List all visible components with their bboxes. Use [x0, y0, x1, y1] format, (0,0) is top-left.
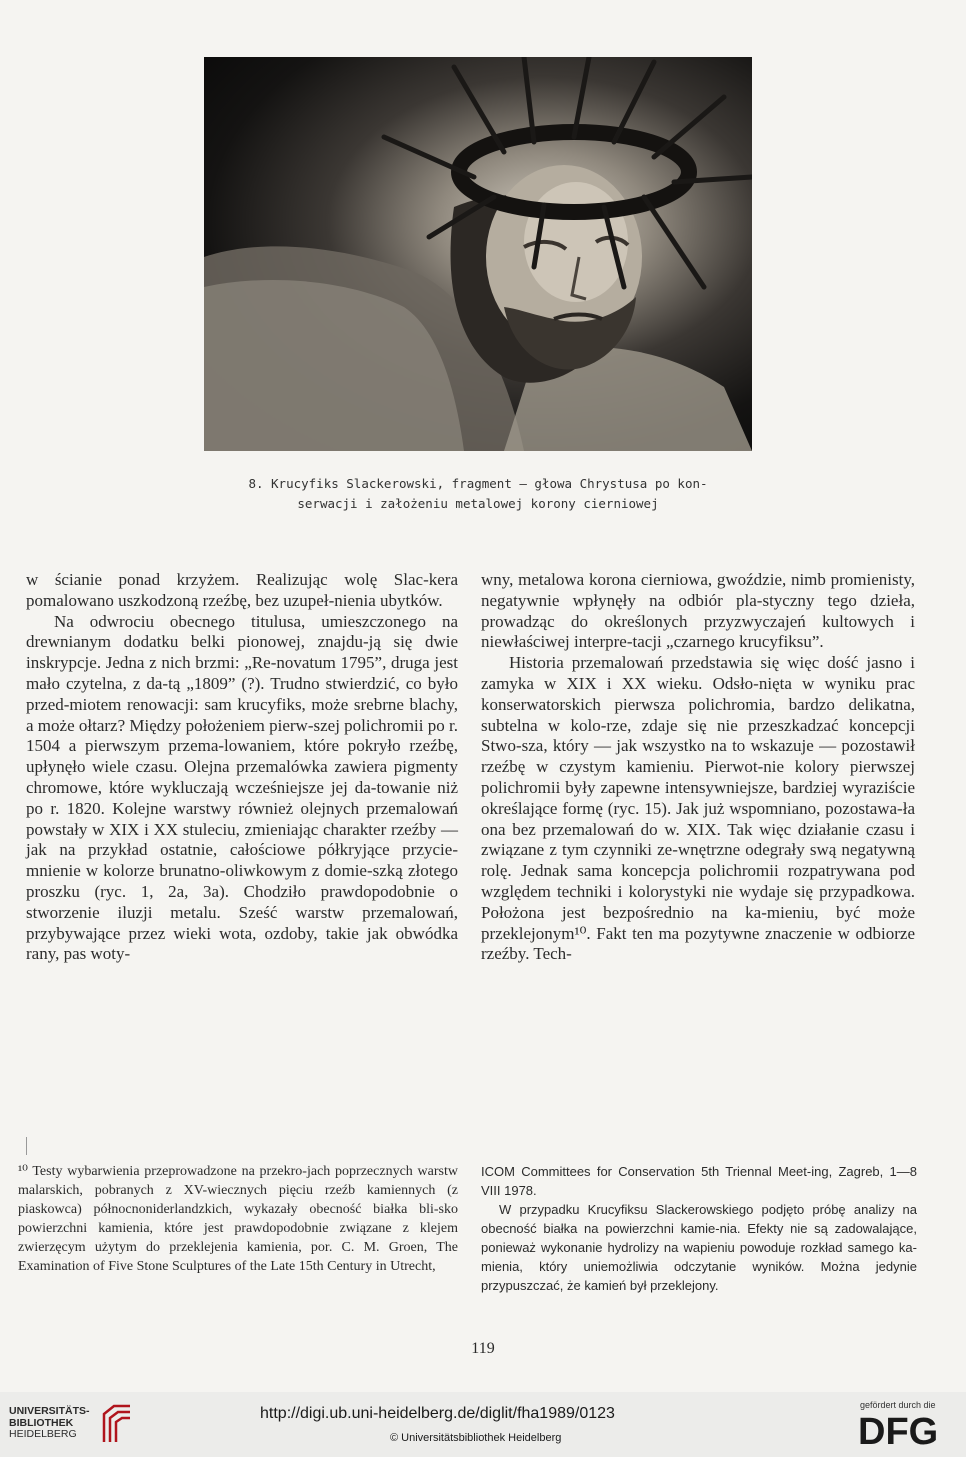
dfg-logo-text: DFG: [858, 1411, 939, 1450]
crucifix-head-illustration: [204, 57, 752, 451]
figure-caption: [204, 474, 752, 514]
paragraph: Historia przemalowań przedstawia się więc dość jasno i zamyka w XIX i XX wieku. Odsło-nięta w wyniku prac konserwatorskich pierwsza polichromia, bardzo delikatna, subtelna w kolo-rze, zdaje się nie przeszkadzać koncepcji Stwo-sza, który — jak wszystko na to wskazuje — pozostawił rzeźbę w czystym kamieniu. Pierwot-nie kolory pierwszej polichromii były zapewne intensywniejsze, bardziej wyraziście określające formę (ryc. 15). Jak już wspomniano, pozostawa-ła ona bez przemalowań do w. XIX. Tak więc działanie czasu i związane z tym czynniki ze-wnętrzne odegrały swą negatywną rolę. Jednak sama koncepcja polichromii rozpatrywana pod względem techniki i kolorystyki nie wydaje się przypadkowa. Położona jest bezpośrednio na ka-mieniu, być może przeklejonym¹⁰. Fakt ten ma pozytywne znaczenie w odbiorze rzeźby. Tech-: [481, 653, 915, 964]
library-name-line: HEIDELBERG: [9, 1428, 77, 1440]
page-number: 119: [471, 1340, 495, 1357]
footnote-right: [481, 1162, 917, 1295]
funding-note: gefördert durch die: [860, 1400, 936, 1410]
footnote-text: W przypadku Krucyfiksu Slackerowskiego podjęto próbę analizy na obecność białka na powierzchni kamie-nia. Efekty nie są zadowalające, ponieważ wykonanie hydrolizy na wapieniu powoduje rozkład samego ka-mienia, który uniemożliwia odczytanie wyników. Można jedynie przypuszczać, że kamień był przeklejony.: [481, 1202, 917, 1293]
footnote-text: ICOM Committees for Conservation 5th Triennal Meet-ing, Zagreb, 1—8 VIII 1978.: [481, 1164, 917, 1198]
ub-heidelberg-logo-icon: [100, 1404, 134, 1444]
caption-line: serwacji i założeniu metalowej korony cierniowej: [297, 496, 659, 511]
library-name-line: UNIVERSITÄTS-: [9, 1405, 90, 1417]
paragraph: Na odwrociu obecnego titulusa, umieszczonego na drewnianym dodatku belki pionowej, znajdu-ją się dwie inskrypcje. Jedna z nich brzmi: „Re-novatum 1795”, druga jest mało czytelna, z da-tą „1809” (?). Trudno stwierdzić, co było przed-miotem renowacji: sam krucyfiks, może srebrne blachy, a może ołtarz? Między położeniem pierw-szej polichromii po r. 1504 a pierwszym przema-lowaniem, które pokryło rzeźbę, upłynęło wiele czasu. Olejna przemalówka zawiera pigmenty chromowe, które wykluczają wcześniejsze jej da-towanie niż po r. 1820. Kolejne warstwy również olejnych przemalowań powstały w XIX i XX stuleciu, zmieniając charakter rzeźby — jak na przykład ostatnie, całościowe półkryjące przycie-mnienie w kolorze brunatno-oliwkowym z domie-szką złotego proszku (ryc. 1, 2a, 3a). Chodziło prawdopodobnie o stworzenie iluzji metalu. Sześć warstw przemalowań, przybywające przez wieki wota, ozdoby, takie jak obwódka rany, pas woty-: [26, 611, 458, 964]
crucifix-photograph: [204, 57, 752, 451]
paragraph: wny, metalowa korona cierniowa, gwoździe, nimb promienisty, negatywnie wpłynęły na odbiór pla-styczny tego dzieła, prowadząc do określonych przyzwyczajeń kultowych i niewłaściwej interpre-tacji „czarnego krucyfiksu”.: [481, 570, 915, 652]
footnote-rule: [26, 1137, 27, 1155]
left-text-column: [26, 570, 458, 965]
viewer-footer: [0, 1392, 966, 1457]
right-text-column: [481, 570, 915, 965]
caption-line: 8. Krucyfiks Slackerowski, fragment — głowa Chrystusa po kon-: [248, 476, 708, 491]
library-name-line: BIBLIOTHEK: [9, 1416, 74, 1429]
document-url-link[interactable]: http://digi.ub.uni-heidelberg.de/diglit/fha1989/0123: [260, 1405, 615, 1422]
paragraph: w ścianie ponad krzyżem. Realizując wolę Slac-kera pomalowano uszkodzoną rzeźbę, bez uzupeł-nienia ubytków.: [26, 570, 458, 610]
dfg-logo-icon: [858, 1410, 954, 1450]
footnote-text: ¹⁰ Testy wybarwienia przeprowadzone na przekro-jach poprzecznych warstw malarskich, pobranych z XV-wiecznych pięciu rzeźb kamiennych (z piaskowca) północnoniderlandzkich, wykazały obecność białka bli-sko powierzchni kamienia, które jest prawdopodobnie związane z klejem zwierzęcym użytym do przeklejenia kamienia, por. C. M. Groen, The Examination of Five Stone Sculptures of the Late 15th Century in Utrecht,: [18, 1164, 458, 1274]
copyright-notice: © Universitätsbibliothek Heidelberg: [390, 1432, 562, 1444]
footnote-left: [18, 1162, 458, 1276]
library-name: [9, 1406, 90, 1441]
